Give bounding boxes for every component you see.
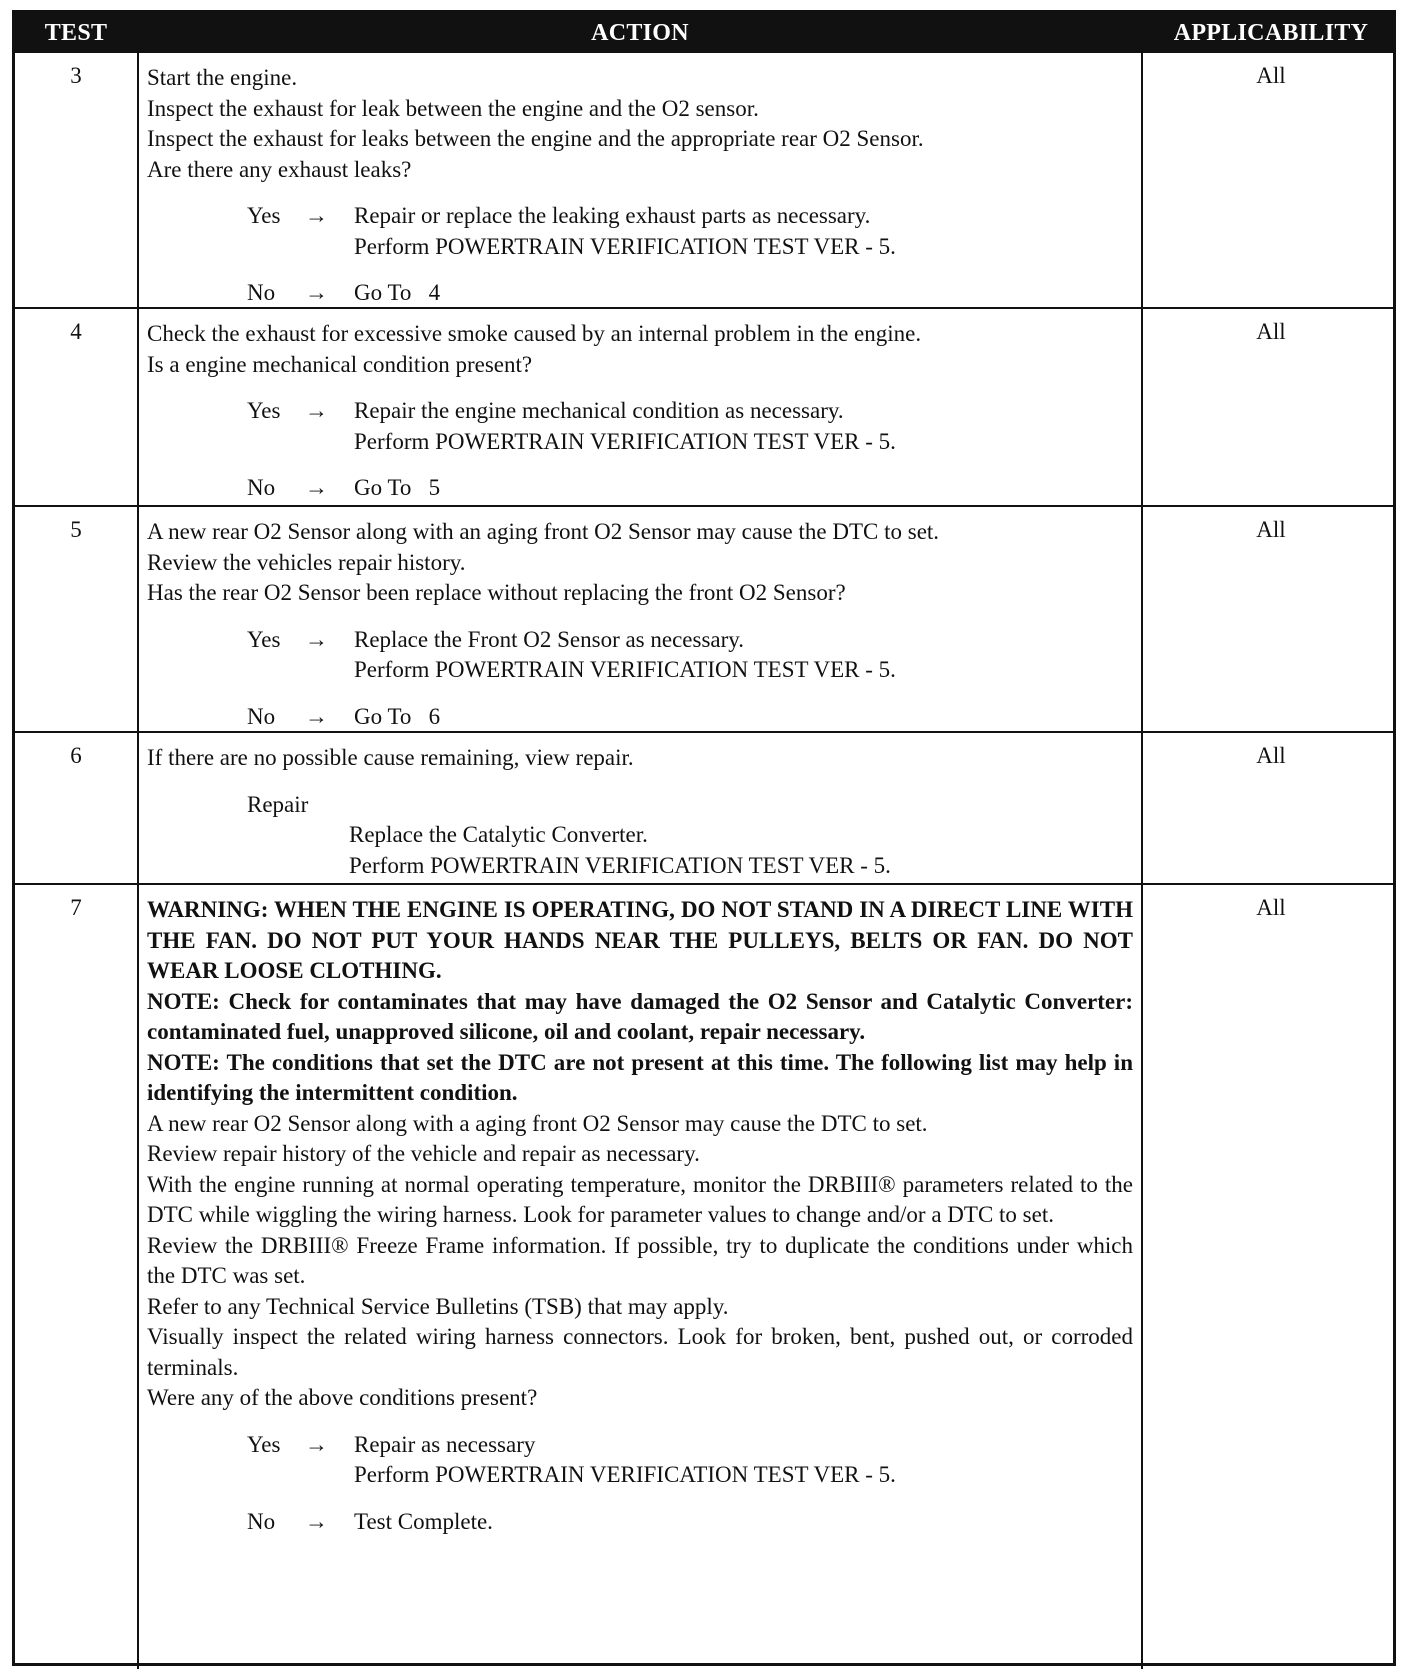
- action-line: If there are no possible cause remaining, view repair.: [147, 745, 634, 770]
- yes-label: Yes: [247, 203, 281, 228]
- yes-text-verification: Perform POWERTRAIN VERIFICATION TEST VER - 5.: [354, 428, 896, 454]
- repair-text: Replace the Catalytic Converter.: [349, 822, 648, 847]
- yes-text: Replace the Front O2 Sensor as necessary.: [354, 626, 745, 652]
- no-text: Test Complete.: [354, 1508, 493, 1534]
- table-row: [15, 307, 1393, 505]
- action-line: Has the rear O2 Sensor been replace without replacing the front O2 Sensor?: [147, 580, 846, 605]
- action-paragraph: Review the DRBIII® Freeze Frame information. If possible, try to duplicate the conditions under which the DTC was set.: [147, 1232, 1133, 1288]
- arrow-icon: →: [305, 1431, 328, 1457]
- yes-branch: [147, 396, 1137, 427]
- action-cell: [147, 319, 1137, 504]
- action-line: Inspect the exhaust for leaks between the engine and the appropriate rear O2 Sensor.: [147, 126, 924, 151]
- arrow-icon: →: [305, 626, 328, 652]
- no-label: No: [247, 475, 276, 500]
- arrow-icon: →: [305, 1508, 328, 1534]
- yes-label: Yes: [247, 398, 281, 423]
- test-number: 4: [70, 319, 82, 344]
- yes-text: Repair as necessary: [354, 1431, 536, 1457]
- action-line: Were any of the above conditions present?: [147, 1385, 538, 1410]
- no-label: No: [247, 703, 276, 729]
- arrow-icon: →: [305, 280, 328, 305]
- table-row: [15, 731, 1393, 883]
- action-cell: [147, 517, 1137, 732]
- repair-label: Repair: [247, 791, 309, 817]
- no-branch: [147, 702, 1137, 733]
- table-row: [15, 883, 1393, 1669]
- warning-text: WARNING: WHEN THE ENGINE IS OPERATING, DO NOT STAND IN A DIRECT LINE WITH THE FAN. DO NOT PUT YOUR HANDS NEAR THE PULLEYS, BELTS OR FAN. DO NOT WEAR LOOSE CLOTHING.: [147, 897, 1133, 983]
- header-test: TEST: [44, 20, 108, 46]
- no-label: No: [247, 280, 276, 305]
- action-line: A new rear O2 Sensor along with a aging front O2 Sensor may cause the DTC to set.: [147, 1110, 928, 1136]
- note-text: NOTE: Check for contaminates that may have damaged the O2 Sensor and Catalytic Converter: contaminated fuel, unapproved silicone, oil and coolant, repair necessary.: [147, 988, 1133, 1044]
- test-number: 3: [70, 63, 82, 88]
- action-line: Check the exhaust for excessive smoke caused by an internal problem in the engine.: [147, 321, 922, 346]
- yes-text-verification: Perform POWERTRAIN VERIFICATION TEST VER - 5.: [354, 1462, 896, 1487]
- action-line: Review the vehicles repair history.: [147, 549, 466, 575]
- action-line: Refer to any Technical Service Bulletins (TSB) that may apply.: [147, 1293, 729, 1319]
- action-line: A new rear O2 Sensor along with an aging front O2 Sensor may cause the DTC to set.: [147, 519, 940, 544]
- test-number: 7: [70, 895, 82, 920]
- arrow-icon: →: [305, 203, 328, 228]
- arrow-icon: →: [305, 398, 328, 423]
- header-applicability: APPLICABILITY: [1173, 20, 1369, 46]
- header-action: ACTION: [591, 20, 689, 46]
- no-text: Go To 4: [354, 280, 441, 305]
- action-cell: [147, 63, 1137, 309]
- action-line: Review repair history of the vehicle and repair as necessary.: [147, 1141, 700, 1166]
- no-text: Go To 6: [354, 703, 441, 729]
- yes-text-verification: Perform POWERTRAIN VERIFICATION TEST VER - 5.: [354, 657, 896, 682]
- table-header: [15, 13, 1393, 53]
- yes-branch: [147, 625, 1137, 656]
- applicability-cell: All: [1256, 63, 1286, 88]
- applicability-cell: All: [1256, 895, 1286, 920]
- test-number: 6: [70, 743, 82, 768]
- no-branch: [147, 278, 1137, 309]
- no-branch: [147, 473, 1137, 504]
- yes-text: Repair or replace the leaking exhaust parts as necessary.: [354, 203, 871, 228]
- procedure-table: [12, 10, 1396, 1666]
- action-line: Are there any exhaust leaks?: [147, 156, 412, 182]
- no-text: Go To 5: [354, 475, 441, 500]
- repair-text-verification: Perform POWERTRAIN VERIFICATION TEST VER - 5.: [349, 852, 891, 878]
- action-paragraph: With the engine running at normal operating temperature, monitor the DRBIII® parameters related to the DTC while wiggling the wiring harness. Look for parameter values to change and/or a DTC to set.: [147, 1171, 1133, 1227]
- action-line: Inspect the exhaust for leak between the engine and the O2 sensor.: [147, 95, 759, 121]
- action-line: Start the engine.: [147, 65, 298, 90]
- arrow-icon: →: [305, 703, 328, 729]
- arrow-icon: →: [305, 475, 328, 500]
- yes-text: Repair the engine mechanical condition as necessary.: [354, 398, 844, 423]
- note-text: NOTE: The conditions that set the DTC are not present at this time. The following list may help in identifying the intermittent condition.: [147, 1049, 1133, 1105]
- action-line: Is a engine mechanical condition present?: [147, 351, 533, 377]
- applicability-cell: All: [1256, 517, 1286, 542]
- table-row: [15, 51, 1393, 307]
- applicability-cell: All: [1256, 743, 1286, 768]
- applicability-cell: All: [1256, 319, 1286, 344]
- action-cell: [147, 743, 1137, 881]
- yes-label: Yes: [247, 1431, 281, 1457]
- test-number: 5: [70, 517, 82, 542]
- no-branch: [147, 1507, 1133, 1538]
- yes-label: Yes: [247, 626, 281, 652]
- action-paragraph: Visually inspect the related wiring harness connectors. Look for broken, bent, pushed out, or corroded terminals.: [147, 1324, 1133, 1380]
- table-row: [15, 505, 1393, 731]
- yes-text-verification: Perform POWERTRAIN VERIFICATION TEST VER - 5.: [354, 233, 896, 259]
- yes-branch: [147, 1430, 1133, 1461]
- no-label: No: [247, 1508, 276, 1534]
- yes-branch: [147, 201, 1137, 232]
- action-cell: [147, 895, 1133, 1537]
